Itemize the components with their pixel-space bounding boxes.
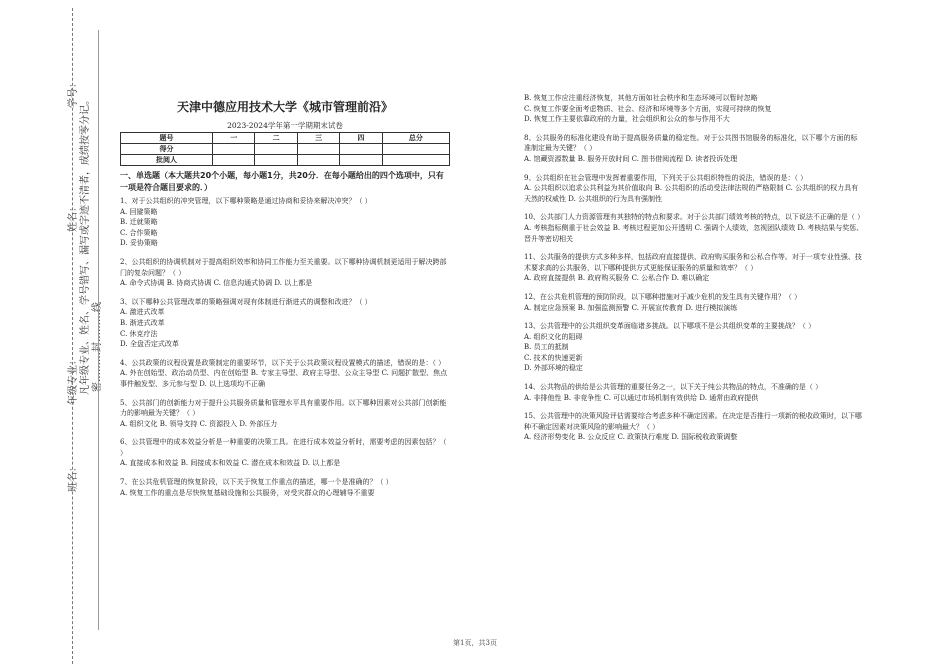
answer-option[interactable]: B. 领导支持 [159, 419, 198, 428]
answer-option[interactable]: C. 政策执行难度 [617, 433, 670, 442]
question-stem: 4、公共政策的议程设置是政策制定的重要环节，以下关于公共政策议程设置模式的描述，错误的是：（ ） [120, 358, 446, 367]
answer-option[interactable]: B. 考核过程更加公开透明 [612, 223, 693, 232]
score-header-cell: 总分 [382, 133, 449, 144]
question-stem: 13、公共管理中的公共组织变革面临诸多挑战。以下哪项不是公共组织变革的主要挑战？（ ） [524, 322, 816, 331]
grade-major-label: 年级专业： [68, 355, 79, 405]
answer-option[interactable]: A. 政府直接提供 [524, 274, 576, 283]
question [120, 477, 450, 498]
option-line [524, 273, 864, 284]
question-stem: 2、公共组织的协调机制对于提高组织效率和协同工作能力至关重要。以下哪种协调机制更适用于解决跨部门的复杂问题？（ ） [120, 257, 447, 277]
question [524, 292, 864, 313]
question [524, 133, 864, 165]
answer-option[interactable]: B. 渐进式改革 [120, 318, 165, 327]
grader-cell[interactable] [212, 155, 254, 166]
cut-line [98, 30, 99, 630]
answer-option[interactable]: C. 图书借阅流程 [631, 154, 684, 163]
score-cell[interactable] [297, 144, 339, 155]
question [524, 382, 864, 403]
name-label: 姓名： [68, 202, 79, 232]
answer-option[interactable]: B. 恢复工作应注重经济恢复，其他方面如社会秩序和生态环境可以暂时忽略 [524, 94, 758, 102]
grader-row-label: 批阅人 [121, 155, 213, 166]
score-table-header-row [121, 133, 450, 144]
answer-option[interactable]: A. 馆藏资源数量 [524, 154, 576, 163]
answer-option[interactable]: B. 协商式协调 [166, 279, 212, 288]
option-line [120, 458, 450, 469]
answer-option[interactable]: D. 以上选项均不正确 [199, 379, 266, 388]
question-stem: 15、公共管理中的决策风险评估需要综合考虑多种不确定因素。在决定是否推行一项新的税收政策时，以下哪种不确定因素对决策风险的影响最大？（ ） [524, 412, 862, 431]
binding-margin [0, 0, 106, 672]
grader-row [121, 155, 450, 166]
answer-option[interactable]: B. 间接成本和效益 [180, 459, 240, 468]
question-stem: 1、对于公共组织的冲突管理，以下哪种策略是通过协商和妥协来解决冲突？（ ） [120, 197, 372, 205]
question-stem: 6、公共管理中的成本效益分析是一种重要的决策工具。在进行成本效益分析时，需要考虑的因素包括？（ ） [120, 438, 447, 457]
option-line [524, 154, 864, 165]
answer-option[interactable]: C. 可以通过市场机制有效供给 [603, 393, 698, 402]
exam-subtitle: 2023-2024学年第一学期期末试卷 [227, 121, 343, 130]
question [120, 437, 450, 469]
question [524, 411, 864, 443]
grader-cell[interactable] [382, 155, 449, 166]
option-line [524, 183, 864, 204]
question-stem: 14、公共物品的供给是公共管理的重要任务之一，以下关于纯公共物品的特点，不准确的是（ ） [524, 383, 823, 392]
question [120, 196, 450, 249]
question [120, 358, 450, 390]
section-heading: 一、单选题（本大题共20个小题，每小题1分，共20分．在每小题给出的四个选项中，只有一项是符合题目要求的．） [120, 171, 444, 192]
option-line [120, 278, 450, 289]
answer-option[interactable]: A. 组织文化 [120, 419, 158, 428]
answer-option[interactable]: C. 合作策略 [120, 228, 158, 237]
question-stem: 3、以下哪种公共管理改革的策略强调对现有体制进行渐进式的调整和改进？（ ） [120, 297, 372, 306]
score-header-cell: 二 [255, 133, 297, 144]
answer-option[interactable]: C. 强调个人绩效，忽视团队绩效 [694, 223, 796, 232]
answer-option[interactable]: A. 外在创始型、政治动员型、内在创始型 [120, 369, 249, 378]
student-id-label: 学号： [68, 78, 79, 108]
left-question-list [120, 196, 450, 506]
answer-option[interactable]: A. 恢复工作的重点是尽快恢复基础设施和公共服务，对受灾群众的心理辅导不重要 [120, 488, 375, 497]
score-row-label: 得分 [121, 144, 213, 155]
score-header-cell: 一 [212, 133, 254, 144]
question [524, 93, 864, 125]
answer-option[interactable]: D. 恢复工作主要依靠政府的力量，社会组织和公众的参与作用不大 [524, 115, 730, 124]
answer-option[interactable]: C. 资源投入 [199, 419, 238, 428]
score-cell[interactable] [340, 144, 382, 155]
school-label: 班名： [68, 462, 79, 492]
answer-option[interactable]: D. 外部环境的稳定 [524, 364, 583, 373]
answer-option[interactable]: B. 迁就策略 [120, 218, 158, 227]
option-line [524, 432, 864, 443]
answer-option[interactable]: B. 专家主导型、政府主导型、公众主导型 [250, 369, 380, 378]
score-table [120, 132, 450, 166]
option-line [524, 393, 864, 404]
answer-option[interactable]: D. 读者投诉处理 [685, 154, 738, 163]
option-line [524, 223, 864, 244]
answer-option[interactable]: D. 妥协策略 [120, 239, 158, 248]
question-stem: 5、公共部门的创新能力对于提升公共服务质量和管理水平具有重要作用。以下哪种因素对公共部门创新能力的影响最为关键？（ ） [120, 398, 447, 418]
question [524, 252, 864, 284]
question [524, 173, 864, 205]
question-stem: 11、公共服务的提供方式多种多样，包括政府直接提供、政府购买服务和公私合作等。对于一项专业性强、技术要求高的公共服务，以下哪种提供方式更能保证服务的质量和效率？（ ） [524, 253, 862, 272]
answer-option[interactable]: B. 公众反应 [577, 433, 616, 442]
answer-option[interactable]: A. 组织文化的阻碍 [524, 332, 583, 341]
answer-option[interactable]: C. 信息沟通式协调 [213, 279, 273, 288]
question [524, 321, 864, 374]
answer-option[interactable]: A. 非排他性 [524, 393, 562, 402]
score-header-cell: 三 [297, 133, 339, 144]
answer-option[interactable]: D. 外部压力 [239, 419, 278, 428]
answer-option[interactable]: B. 公共组织的活动受法律法规的严格限制 [654, 184, 784, 193]
option-line [120, 419, 450, 430]
answer-option[interactable]: A. 激进式改革 [120, 308, 165, 317]
grader-cell[interactable] [340, 155, 382, 166]
question [120, 257, 450, 289]
score-cell[interactable] [212, 144, 254, 155]
score-cell[interactable] [382, 144, 449, 155]
answer-option[interactable]: C. 恢复工作要全面考虑物质、社会、经济和环境等多个方面，实现可持续的恢复 [524, 104, 772, 113]
grader-cell[interactable] [255, 155, 297, 166]
answer-option[interactable]: A. 命令式协调 [120, 279, 165, 288]
answer-option[interactable]: D. 难以确定 [671, 274, 710, 283]
question-stem: 9、公共组织在社会管理中发挥着重要作用，下列关于公共组织特性的说法，错误的是：（ ） [524, 173, 808, 182]
question [120, 297, 450, 350]
right-question-list [524, 93, 864, 451]
score-header-cell: 题号 [121, 133, 213, 144]
answer-option[interactable]: A. 回避策略 [120, 207, 158, 216]
answer-option[interactable]: D. 通常由政府提供 [699, 393, 759, 402]
answer-option[interactable]: C. 问题扩散型、焦点事件触发型、多元参与型 [120, 369, 448, 388]
question-stem: 7、在公共危机管理的恢复阶段，以下关于恢复工作重点的描述，哪一个是准确的？（ ） [120, 478, 393, 487]
question [120, 398, 450, 430]
score-header-cell: 四 [340, 133, 382, 144]
answer-option[interactable]: A. 经济形势变化 [524, 433, 576, 442]
answer-option[interactable]: D. 考核结果与奖惩、晋升等密切相关 [524, 223, 864, 243]
answer-option[interactable]: C. 休克疗法 [120, 329, 158, 338]
answer-option[interactable]: D. 进行模拟演练 [685, 303, 738, 312]
answer-option[interactable]: A. 公共组织以追求公共利益为其价值取向 [524, 184, 653, 193]
answer-option[interactable]: B. 加强监测预警 [577, 303, 630, 312]
answer-option[interactable]: B. 员工的抵制 [524, 343, 569, 352]
answer-option[interactable]: B. 非竞争性 [563, 393, 602, 402]
option-line [524, 303, 864, 314]
answer-option[interactable]: D. 公共组织的行为具有强制性 [568, 194, 663, 203]
exam-title: 天津中德应用技术大学《城市管理前沿》 [176, 100, 393, 114]
grading-notice: 凡年级专业、姓名、学号错写、漏写或字迹不清者，成绩按零分记。 [80, 95, 91, 395]
answer-option[interactable]: C. 潜在成本和效益 [241, 459, 301, 468]
answer-option[interactable]: B. 政府购买服务 [577, 274, 630, 283]
seal-line [72, 8, 73, 664]
answer-option[interactable]: B. 服务开放时间 [577, 154, 630, 163]
answer-option[interactable]: D. 全盘否定式改革 [120, 340, 179, 349]
score-row [121, 144, 450, 155]
answer-option[interactable]: C. 公私合作 [631, 274, 670, 283]
answer-option[interactable]: C. 开展宣传教育 [631, 303, 684, 312]
answer-option[interactable]: D. 以上都是 [302, 459, 341, 468]
question-stem: 10、公共部门人力资源管理有其独特的特点和要求。对于公共部门绩效考核的特点，以下说法不正确的是（ ） [524, 213, 865, 222]
answer-option[interactable]: A. 制定应急预案 [524, 303, 576, 312]
answer-option[interactable]: C. 技术的快速更新 [524, 353, 583, 362]
answer-option[interactable]: D. 国际税收政策调整 [671, 433, 738, 442]
question [524, 212, 864, 244]
answer-option[interactable]: A. 考核指标侧重于社会效益 [524, 223, 611, 232]
page-footer: 第1页，共3页 [453, 639, 497, 647]
score-cell[interactable] [255, 144, 297, 155]
question-stem: 8、公共服务的标准化建设有助于提高服务质量的稳定性。对于公共图书馆服务的标准化，以下哪个方面的标准制定最为关键？（ ） [524, 133, 858, 153]
answer-option[interactable]: C. 公共组织的权力具有天然的权威性 [524, 184, 859, 203]
question-stem: 12、在公共危机管理的预防阶段，以下哪种措施对于减少危机的发生具有关键作用？（ ） [524, 292, 802, 301]
answer-option[interactable]: A. 直接成本和效益 [120, 459, 179, 468]
grader-cell[interactable] [297, 155, 339, 166]
option-line [120, 368, 450, 389]
answer-option[interactable]: D. 以上都是 [274, 279, 313, 288]
seal-line-text: 密………封………线 [92, 302, 103, 392]
